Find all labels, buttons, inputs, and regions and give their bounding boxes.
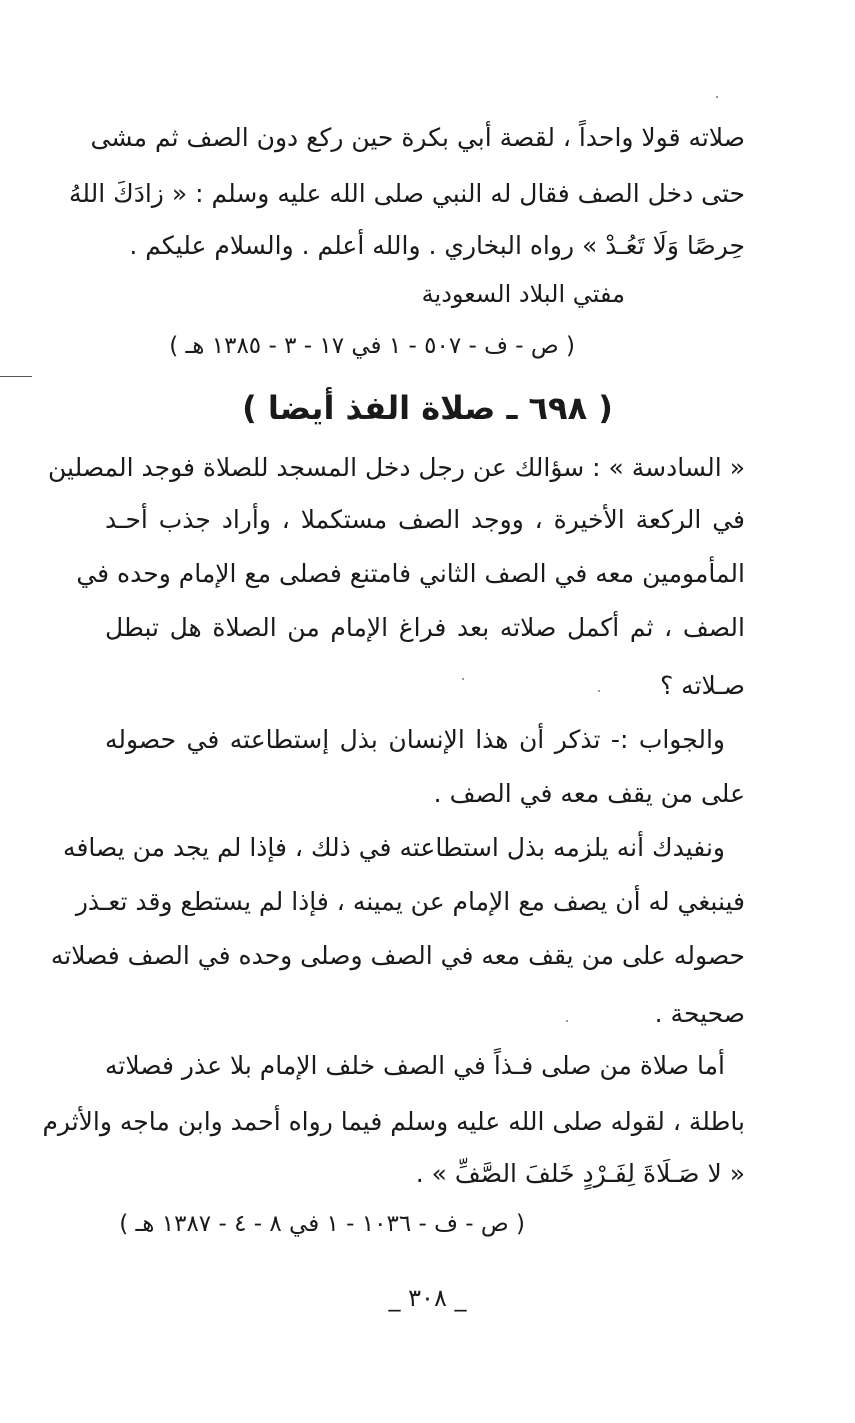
scan-speck bbox=[716, 96, 718, 98]
answer-line2: على من يقف معه في الصف . bbox=[433, 779, 745, 808]
question-line2: في الركعة الأخيرة ، ووجد الصف مستكملا ، وأراد جذب أحـد bbox=[105, 505, 745, 534]
paragraph4-line1: أما صلاة من صلى فـذاً في الصف خلف الإمام بلا عذر فصلاته bbox=[105, 1051, 725, 1080]
paragraph3-line3: حصوله على من يقف معه في الصف وصلى وحده في الصف فصلاته bbox=[50, 941, 745, 970]
scan-speck bbox=[462, 678, 464, 680]
scan-speck bbox=[566, 1020, 568, 1022]
mufti-signature: مفتي البلاد السعودية bbox=[421, 280, 625, 308]
paragraph4-line3: « لا صَـلَاةَ لِفَـرْدٍ خَلفَ الصَّفِّ » . bbox=[415, 1159, 745, 1188]
margin-mark bbox=[0, 376, 32, 377]
paragraph4-line2: باطلة ، لقوله صلى الله عليه وسلم فيما رواه أحمد وابن ماجه والأثرم bbox=[42, 1107, 745, 1136]
fatwa-reference-2: ( ص - ف - ١٠٣٦ - ١ في ٨ - ٤ - ١٣٨٧ هـ ) bbox=[119, 1211, 525, 1237]
paragraph1-line2: حتى دخل الصف فقال له النبي صلى الله عليه وسلم : « زادَكَ اللهُ bbox=[68, 179, 745, 208]
answer-line1: والجواب :- تذكر أن هذا الإنسان بذل إستطاعته في حصوله bbox=[105, 725, 725, 754]
question-line4: الصف ، ثم أكمل صلاته بعد فراغ الإمام من الصلاة هل تبطل bbox=[105, 613, 745, 642]
paragraph3-line2: فينبغي له أن يصف مع الإمام عن يمينه ، فإذا لم يستطع وقد تعـذر bbox=[75, 887, 745, 916]
question-line3: المأمومين معه في الصف الثاني فامتنع فصلى مع الإمام وحده في bbox=[76, 559, 745, 588]
section-heading: ( ٦٩٨ ـ صلاة الفذ أيضا ) bbox=[242, 389, 613, 427]
paragraph3-line4: صحيحة . bbox=[654, 999, 745, 1028]
paragraph3-line1: ونفيدك أنه يلزمه بذل استطاعته في ذلك ، فإذا لم يجد من يصافه bbox=[63, 833, 725, 862]
fatwa-reference-1: ( ص - ف - ٥٠٧ - ١ في ١٧ - ٣ - ١٣٨٥ هـ ) bbox=[169, 333, 575, 359]
paragraph1-line1: صلاته قولا واحداً ، لقصة أبي بكرة حين ركع دون الصف ثم مشى bbox=[90, 123, 745, 152]
question-line1: « السادسة » : سؤالك عن رجل دخل المسجد للصلاة فوجد المصلين bbox=[48, 453, 745, 482]
paragraph1-line3: حِرصًا وَلَا تَعُـدْ » رواه البخاري . والله أعلم . والسلام عليكم . bbox=[129, 231, 745, 260]
question-line5: صـلاته ؟ bbox=[659, 671, 745, 700]
scan-speck bbox=[598, 690, 600, 692]
page-number: _ ٣٠٨ _ bbox=[388, 1284, 467, 1312]
